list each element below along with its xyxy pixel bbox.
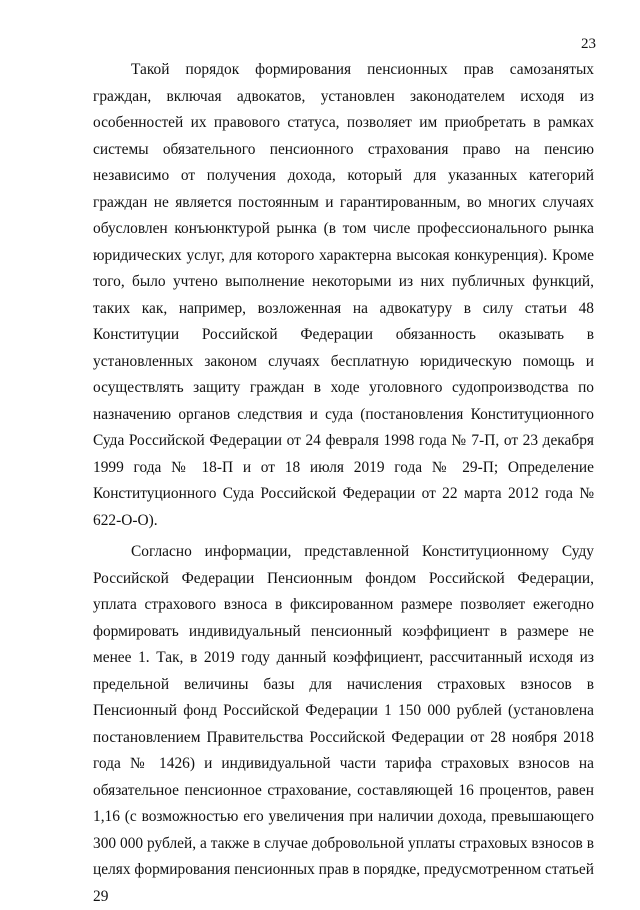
paragraph-2: Согласно информации, представленной Конституционному Суду Российской Федерации Пенсионным фондом Российской Федерации, уплата страхового взноса в фиксированном размере позволяет ежегодно формировать индивидуальный пенсионный коэффициент в размере не менее 1. Так, в 2019 году данный коэффициент, рассчитанный исходя из предельной величины базы для начисления страховых взносов в Пенсионный фонд Российской Федерации 1 150 000 рублей (установлена постановлением Правительства Российской Федерации от 28 ноября 2018 года № 1426) и индивидуальной части тарифа страховых взносов на обязательное пенсионное страхование, составляющей 16 процентов, равен 1,16 (с возможностью его увеличения при наличии дохода, превышающего 300 000 рублей, а также в случае добровольной уплаты страховых взносов в целях формирования пенсионных прав в порядке, предусмотренном статьей 29 <box>93 543 594 905</box>
page-number: 23 <box>581 36 596 52</box>
paragraph-1: Такой порядок формирования пенсионных прав самозанятых граждан, включая адвокатов, установлен законодателем исходя из особенностей их правового статуса, позволяет им приобретать в рамках системы обязательного пенсионного страхования право на пенсию независимо от получения дохода, который для указанных категорий граждан не является постоянным и гарантированным, во многих случаях обусловлен конъюнктурой рынка (в том числе профессионального рынка юридических услуг, для которого характерна высокая конкуренция). Кроме того, было учтено выполнение некоторыми из них публичных функций, таких как, например, возложенная на адвокатуру в силу статьи 48 Конституции Российской Федерации обязанность оказывать в установленных законом случаях бесплатную юридическую помощь и осуществлять защиту граждан в ходе уголовного судопроизводства по назначению органов следствия и суда (постановления Конституционного Суда Российской Федерации от 24 февраля 1998 года № 7-П, от 23 декабря 1999 года № 18-П и от 18 июля 2019 года № 29-П; Определение Конституционного Суда Российской Федерации от 22 марта 2012 года № 622-О-О). <box>93 61 594 529</box>
document-body <box>93 57 594 910</box>
